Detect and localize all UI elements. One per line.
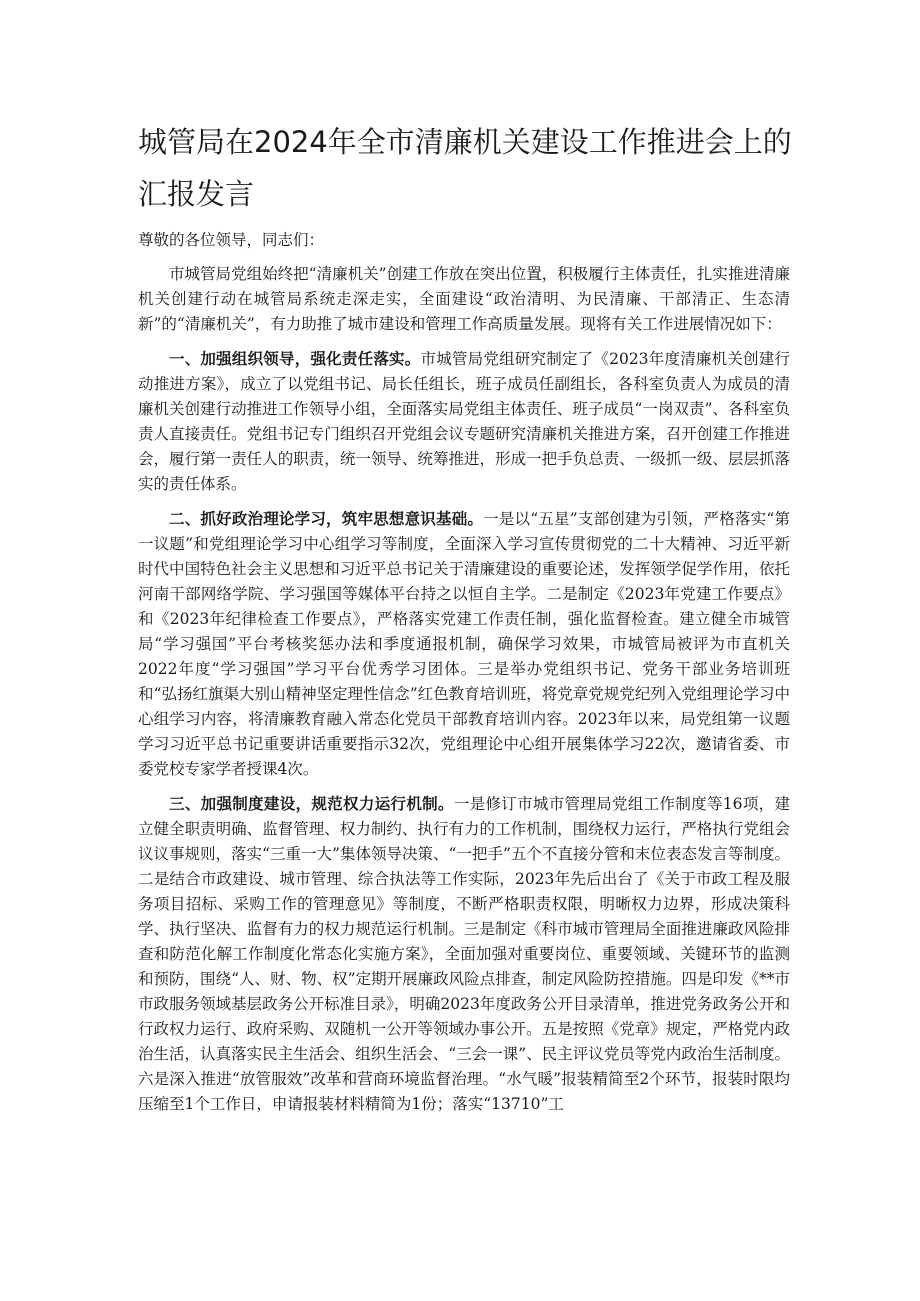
section-3-text: 一是修订市城市管理局党组工作制度等16项，建立健全职责明确、监督管理、权力制约、执行有力的工作机制，围绕权力运行，严格执行党组会议议事规则，落实“三重一大”集体领导决策、“一把手”五个不直接分管和末位表态发言等制度。二是结合市政建设、城市管理、综合执法等工作实际，2023年先后出台了《关于市政工程及服务项目招标、采购工作的管理意见》等制度，不断严格职责权限，明晰权力边界，形成决策科学、执行坚决、监督有力的权力规范运行机制。三是制定《科市城市管理局全面推进廉政风险排查和防范化解工作制度化常态化实施方案》，全面加强对重要岗位、重要领域、关键环节的监测和预防，围绕“人、财、物、权”定期开展廉政风险点排查，制定风险防控措施。四是印发《**市市政服务领域基层政务公开标准目录》，明确2023年度政务公开目录清单，推进党务政务公开和行政权力运行、政府采购、双随机一公开等领域办事公开。五是按照《党章》规定，严格党内政治生活，认真落实民主生活会、组织生活会、“三会一课”、民主评议党员等党内政治生活制度。六是深入推进“放管服效”改革和营商环境监督治理。“水气暖”报装精简至2个环节，报装时限均压缩至1个工作日，申请报装材料精简为1份；落实“13710”工 xyxy=(138,795,790,1113)
section-3-heading: 三、加强制度建设，规范权力运行机制。 xyxy=(169,794,454,813)
document-body xyxy=(138,228,790,1126)
section-1-paragraph xyxy=(138,346,790,497)
document-title: 城管局在2024年全市清廉机关建设工作推进会上的汇报发言 xyxy=(138,125,792,211)
section-1-heading: 一、加强组织领导，强化责任落实。 xyxy=(169,349,421,368)
salutation: 尊敬的各位领导，同志们： xyxy=(138,231,325,249)
section-2-text: 一是以“五星”支部创建为引领，严格落实“第一议题”和党组理论学习中心组学习等制度，全面深入学习宣传贯彻党的二十大精神、习近平新时代中国特色社会主义思想和习近平总书记关于清廉建设的重要论述，发挥领学促学作用，依托河南干部网络学院、学习强国等媒体平台持之以恒自主学。二是制定《2023年党建工作要点》和《2023年纪律检查工作要点》，严格落实党建工作责任制，强化监督检查。建立健全市城管局“学习强国”平台考核奖惩办法和季度通报机制，确保学习效果，市城管局被评为市直机关2022年度“学习强国”学习平台优秀学习团体。三是举办党组织书记、党务干部业务培训班和“弘扬红旗渠大别山精神坚定理性信念”红色教育培训班，将党章党规党纪列入党组理论学习中心组学习内容，将清廉教育融入常态化党员干部教育培训内容。2023年以来，局党组第一议题学习习近平总书记重要讲话重要指示32次，党组理论中心组开展集体学习22次，邀请省委、市委党校专家学者授课4次。 xyxy=(138,510,790,778)
section-2-heading: 二、抓好政治理论学习，筑牢思想意识基础。 xyxy=(169,509,484,528)
intro-paragraph: 市城管局党组始终把“清廉机关”创建工作放在突出位置，积极履行主体责任，扎实推进清廉机关创建行动在城管局系统走深走实，全面建设“政治清明、为民清廉、干部清正、生态清新”的“清廉机关”，有力助推了城市建设和管理工作高质量发展。现将有关工作进展情况如下： xyxy=(138,265,790,333)
section-1-text: 市城管局党组研究制定了《2023年度清廉机关创建行动推进方案》，成立了以党组书记、局长任组长，班子成员任副组长，各科室负责人为成员的清廉机关创建行动推进工作领导小组，全面落实局党组主体责任、班子成员“一岗双责”、各科室负责人直接责任。党组书记专门组织召开党组会议专题研究清廉机关推进方案，召开创建工作推进会，履行第一责任人的职责，统一领导、统筹推进，形成一把手负总责、一级抓一级、层层抓落实的责任体系。 xyxy=(138,350,790,493)
section-3-paragraph xyxy=(138,791,790,1117)
section-2-paragraph xyxy=(138,506,790,782)
